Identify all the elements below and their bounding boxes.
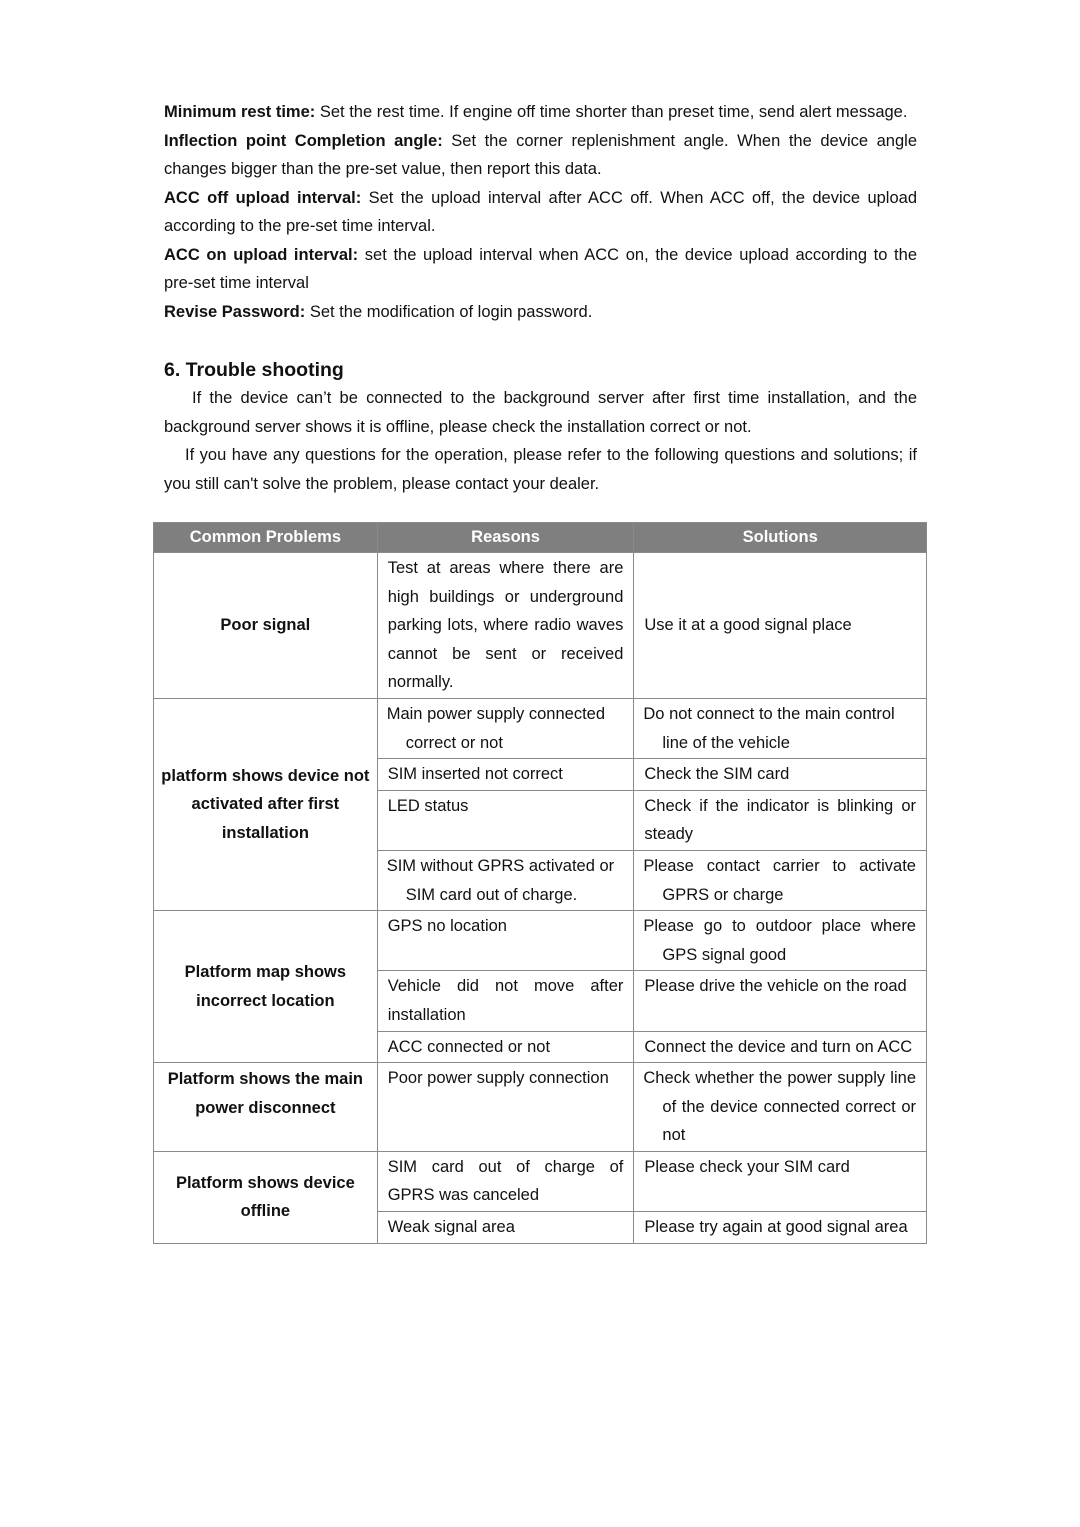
setting-term: ACC on upload interval: [164,245,359,264]
problem-cell: Platform shows the main power disconnect [154,1063,378,1152]
section-heading: 6. Trouble shooting [164,359,344,381]
table-header-row [154,523,927,553]
solution-cell: Please go to outdoor place where GPS signal good [634,911,927,971]
solution-cell: Please check your SIM card [634,1151,927,1211]
setting-revise-password [164,298,917,327]
reason-cell: Vehicle did not move after installation [377,971,634,1031]
setting-term: Inflection point Completion angle: [164,131,443,150]
reason-cell: Main power supply connected correct or not [377,698,634,758]
setting-term: ACC off upload interval: [164,188,362,207]
solution-cell: Please drive the vehicle on the road [634,971,927,1031]
setting-acc-on-interval [164,241,917,298]
solution-cell: Check the SIM card [634,759,927,791]
problem-cell: platform shows device not activated after first installation [154,698,378,910]
problem-cell: Platform shows device offline [154,1151,378,1243]
setting-term: Minimum rest time: [164,103,316,121]
intro-paragraph-1: If the device can’t be connected to the background server after first time installation, and the background server shows it is offline, please check the installation correct or not. [164,389,917,436]
reason-cell: Poor power supply connection [377,1063,634,1152]
solution-cell: Check if the indicator is blinking or steady [634,790,927,850]
table-row [154,698,927,758]
setting-description: Set the upload interval after ACC off. When ACC off, the device upload according to the pre-set time interval. [164,188,917,235]
reason-cell: SIM card out of charge of GPRS was canceled [377,1151,634,1211]
solution-cell: Use it at a good signal place [634,553,927,699]
setting-description: Set the corner replenishment angle. When the device angle changes bigger than the pre-set value, then report this data. [164,131,917,178]
column-header-problems: Common Problems [154,523,378,553]
reason-cell: GPS no location [377,911,634,971]
setting-minimum-rest-time [164,98,917,127]
intro-paragraph-2: If you have any questions for the operation, please refer to the following questions and solutions; if you still can't solve the problem, please contact your dealer. [164,446,917,493]
setting-description: Set the modification of login password. [309,302,593,321]
setting-inflection-angle [164,127,917,184]
reason-cell: Weak signal area [377,1212,634,1244]
problem-cell: Platform map shows incorrect location [154,911,378,1063]
problem-cell: Poor signal [154,553,378,699]
setting-description: Set the rest time. If engine off time shorter than preset time, send alert message. [319,103,908,121]
solution-cell: Please try again at good signal area [634,1212,927,1244]
reason-cell: ACC connected or not [377,1031,634,1063]
column-header-reasons: Reasons [377,523,634,553]
reason-cell: LED status [377,790,634,850]
reason-cell: SIM without GPRS activated or SIM card out of charge. [377,850,634,910]
table-row [154,553,927,699]
solution-cell: Please contact carrier to activate GPRS or charge [634,850,927,910]
document-body [164,98,917,498]
table-row [154,911,927,971]
troubleshooting-table [153,522,927,1244]
setting-term: Revise Password: [164,302,306,321]
column-header-solutions: Solutions [634,523,927,553]
table-row [154,1151,927,1211]
reason-cell: SIM inserted not correct [377,759,634,791]
setting-acc-off-interval [164,184,917,241]
setting-description: set the upload interval when ACC on, the device upload according to the pre-set time interval [164,245,917,292]
solution-cell: Do not connect to the main control line of the vehicle [634,698,927,758]
reason-cell: Test at areas where there are high buildings or underground parking lots, where radio waves cannot be sent or received normally. [377,553,634,699]
solution-cell: Connect the device and turn on ACC [634,1031,927,1063]
table-row [154,1063,927,1152]
solution-cell: Check whether the power supply line of the device connected correct or not [634,1063,927,1152]
